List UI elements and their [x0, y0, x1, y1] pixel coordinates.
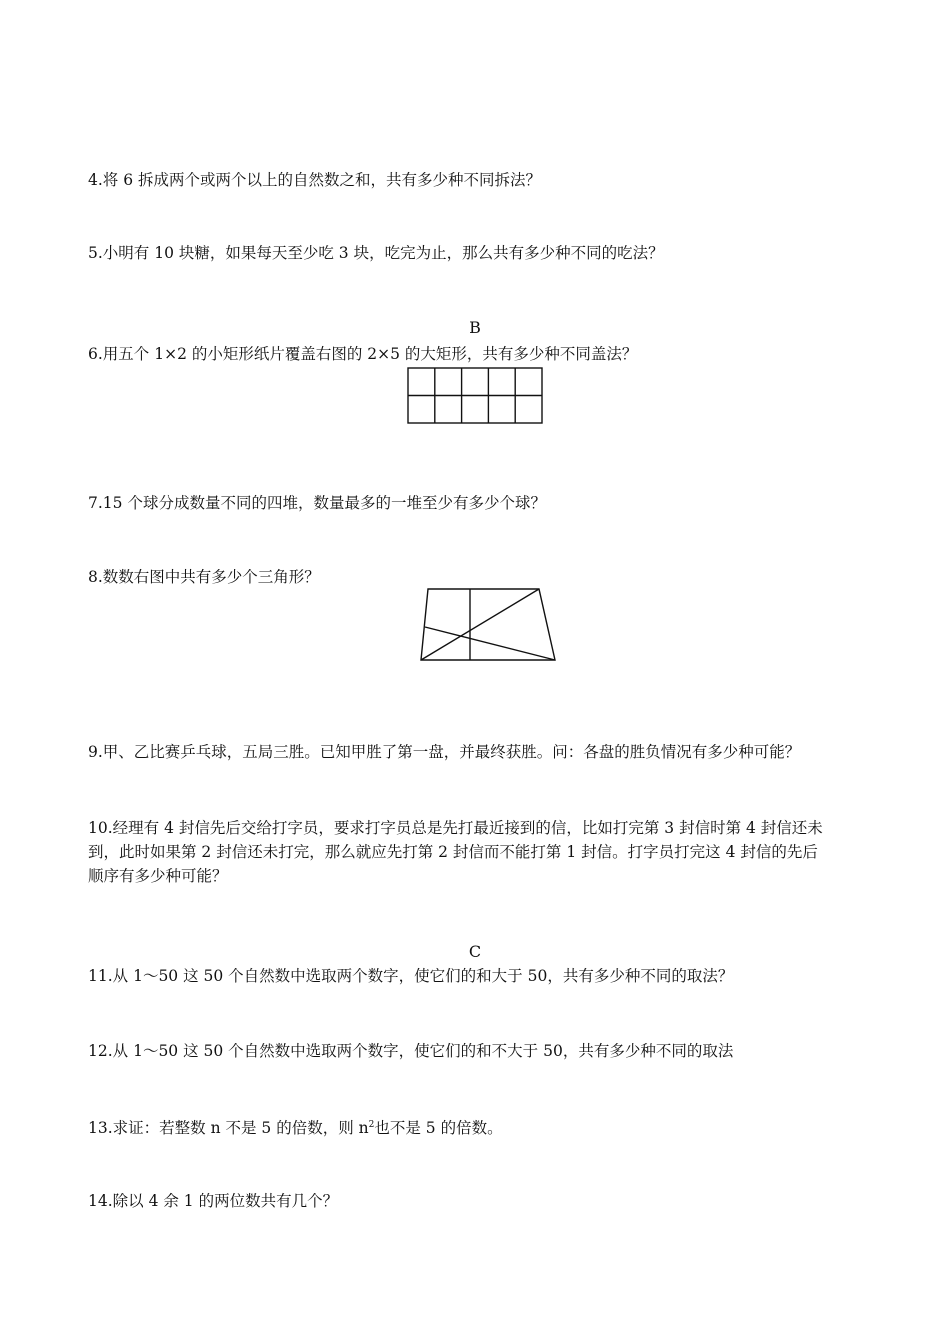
problem-11: 11.从 1～50 这 50 个自然数中选取两个数字，使它们的和大于 50，共有多少种不同的取法？: [88, 967, 734, 985]
problem-5: 5.小明有 10 块糖，如果每天至少吃 3 块，吃完为止，那么共有多少种不同的吃法？: [88, 244, 664, 262]
problem-13-text-start: 13.求证：若整数 n 不是 5 的倍数，则 n: [88, 1119, 369, 1138]
trapezoid-triangles-figure: [418, 586, 558, 662]
problem-6: 6.用五个 1×2 的小矩形纸片覆盖右图的 2×5 的大矩形，共有多少种不同盖法？: [88, 345, 638, 363]
diagonal-line: [421, 589, 539, 660]
problem-10-line-3: 顺序有多少种可能？: [88, 867, 228, 885]
problem-10-line-2: 到，此时如果第 2 封信还未打完，那么就应先打第 2 封信而不能打第 1 封信。打字员打完这 4 封信的先后: [88, 843, 818, 861]
problem-8: 8.数数右图中共有多少个三角形？: [88, 568, 320, 586]
problem-9: 9.甲、乙比赛乒乓球，五局三胜。已知甲胜了第一盘，并最终获胜。问：各盘的胜负情况有多少种可能？: [88, 743, 801, 761]
grid-2x5-figure: [407, 367, 543, 424]
problem-14: 14.除以 4 余 1 的两位数共有几个？: [88, 1192, 339, 1210]
trapezoid-outline: [421, 589, 555, 660]
problem-10-line-1: 10.经理有 4 封信先后交给打字员，要求打字员总是先打最近接到的信，比如打完第 3 封信时第 4 封信还未: [88, 819, 823, 837]
section-b-title: B: [469, 318, 481, 337]
slanted-line: [425, 627, 555, 660]
problem-13-text-end: 也不是 5 的倍数。: [374, 1119, 503, 1138]
problem-13-exponent: 2: [368, 1120, 375, 1130]
problem-13: [88, 1113, 503, 1140]
problem-7: 7.15 个球分成数量不同的四堆，数量最多的一堆至少有多少个球？: [88, 494, 546, 512]
problem-12: 12.从 1～50 这 50 个自然数中选取两个数字，使它们的和不大于 50，共有多少种不同的取法: [88, 1042, 734, 1060]
section-c-title: C: [468, 942, 482, 961]
problem-4: 4.将 6 拆成两个或两个以上的自然数之和，共有多少种不同拆法？: [88, 171, 542, 189]
